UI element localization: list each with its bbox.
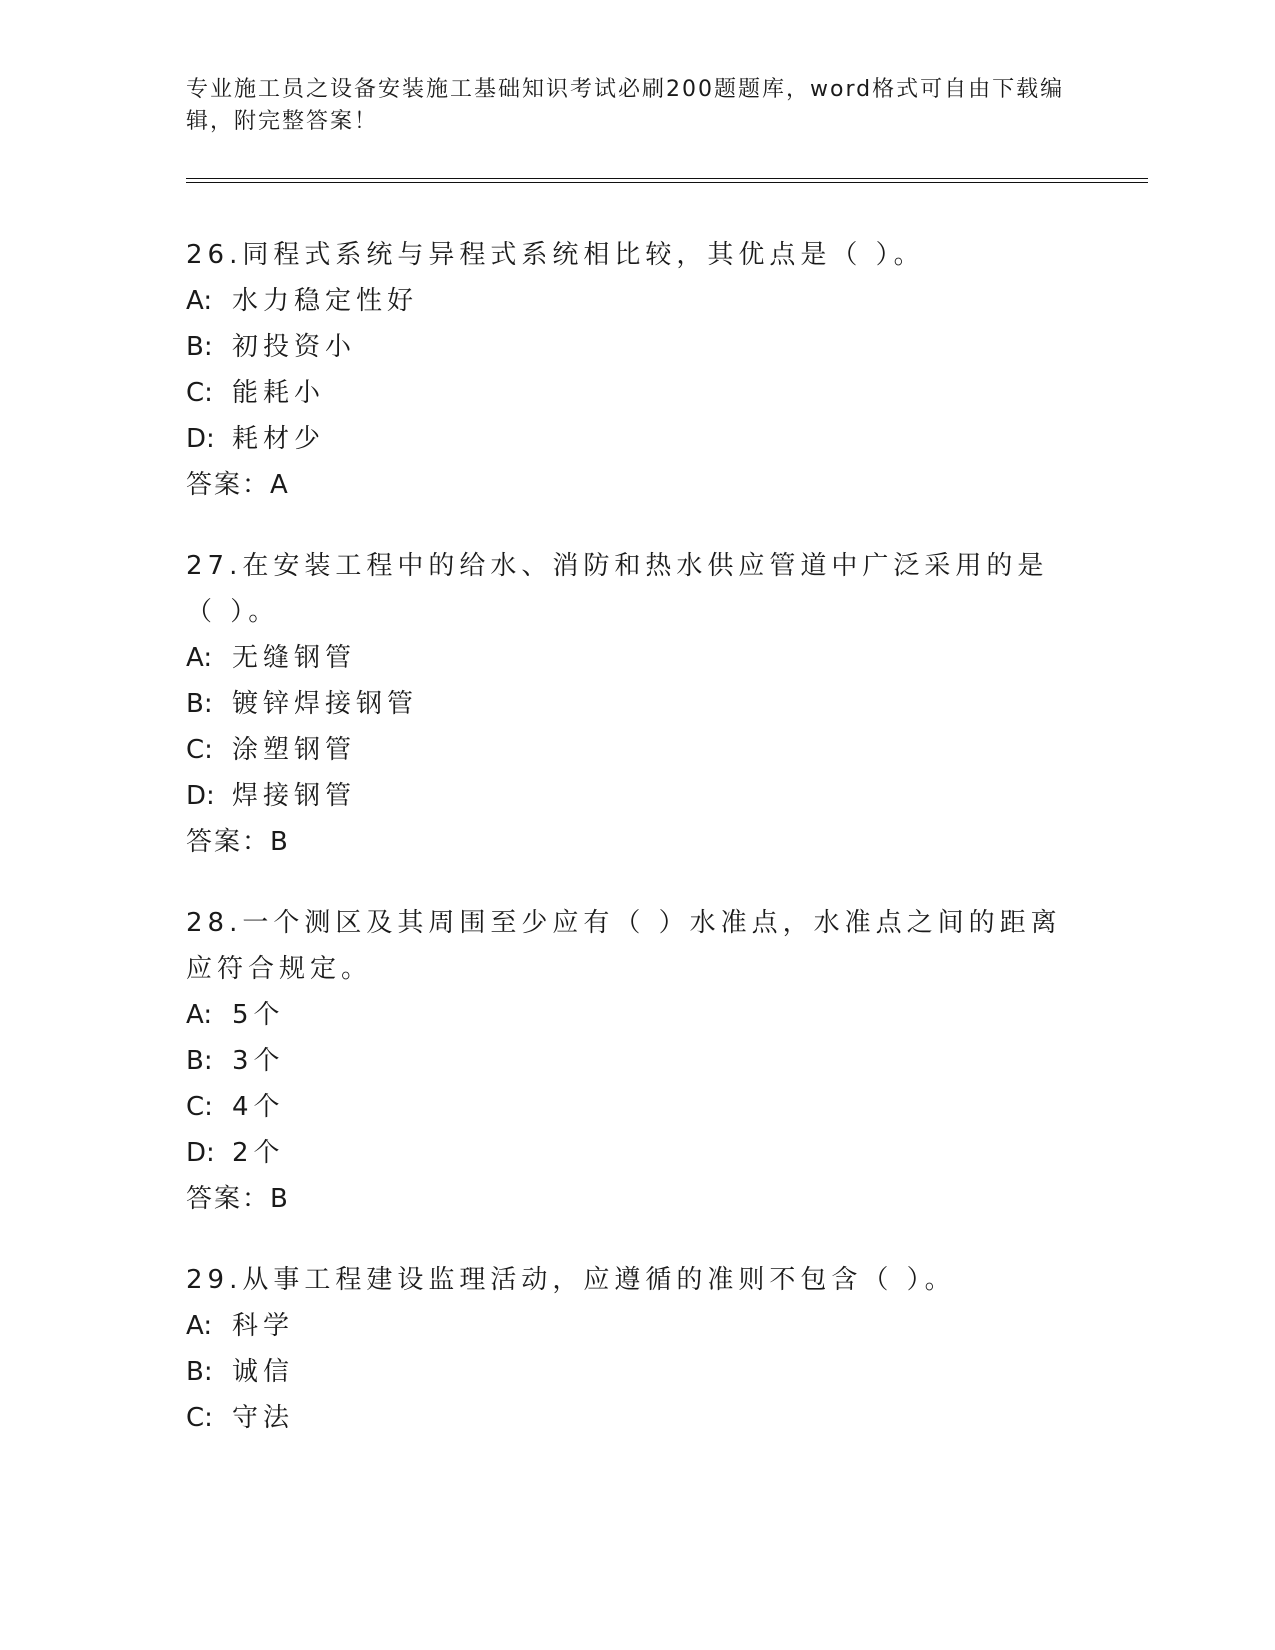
option-a [186, 635, 1066, 681]
option-d [186, 1130, 1066, 1176]
question-27 [186, 543, 1066, 865]
option-d [186, 773, 1066, 819]
option-letter: D: [186, 424, 215, 454]
option-letter: A: [186, 286, 213, 316]
option-letter: B: [186, 332, 213, 362]
option-letter: B: [186, 1357, 213, 1387]
header-divider-bottom [186, 182, 1148, 183]
option-letter: D: [186, 1138, 215, 1168]
option-text: 无缝钢管 [232, 643, 357, 673]
answer-line: 答案：B [186, 827, 290, 857]
option-text: 能耗小 [232, 378, 326, 408]
option-text: 水力稳定性好 [232, 286, 419, 316]
option-c [186, 370, 1066, 416]
question-stem: 29.从事工程建设监理活动，应遵循的准则不包含（ ）。 [186, 1265, 956, 1295]
question-stem: 27.在安装工程中的给水、消防和热水供应管道中广泛采用的是（ ）。 [186, 551, 1049, 627]
option-c [186, 1395, 1066, 1441]
question-28 [186, 900, 1066, 1222]
option-text: 科学 [232, 1311, 295, 1341]
question-stem: 28.一个测区及其周围至少应有（ ）水准点，水准点之间的距离应符合规定。 [186, 908, 1062, 984]
option-letter: C: [186, 378, 213, 408]
option-text: 守法 [232, 1403, 295, 1433]
document-header: 专业施工员之设备安装施工基础知识考试必刷200题题库，word格式可自由下载编辑，附完整答案！ [186, 77, 1065, 134]
option-b [186, 1038, 1066, 1084]
option-text: 3个 [232, 1046, 285, 1076]
option-text: 诚信 [232, 1357, 295, 1387]
option-letter: C: [186, 1403, 213, 1433]
option-a [186, 992, 1066, 1038]
option-letter: B: [186, 689, 213, 719]
option-letter: A: [186, 1311, 213, 1341]
option-text: 2个 [232, 1138, 285, 1168]
option-text: 焊接钢管 [232, 781, 357, 811]
question-list [186, 232, 1066, 1476]
question-stem: 26.同程式系统与异程式系统相比较，其优点是（ ）。 [186, 240, 925, 270]
question-26 [186, 232, 1066, 508]
option-text: 5个 [232, 1000, 285, 1030]
option-letter: C: [186, 1092, 213, 1122]
option-b [186, 1349, 1066, 1395]
option-d [186, 416, 1066, 462]
option-letter: A: [186, 643, 213, 673]
option-letter: D: [186, 781, 215, 811]
option-b [186, 324, 1066, 370]
option-letter: B: [186, 1046, 213, 1076]
option-text: 涂塑钢管 [232, 735, 357, 765]
option-c [186, 727, 1066, 773]
option-a [186, 278, 1066, 324]
option-text: 镀锌焊接钢管 [232, 689, 419, 719]
option-c [186, 1084, 1066, 1130]
question-29 [186, 1257, 1066, 1441]
option-a [186, 1303, 1066, 1349]
header-divider-top [186, 178, 1148, 179]
option-text: 耗材少 [232, 424, 326, 454]
option-text: 初投资小 [232, 332, 357, 362]
option-text: 4个 [232, 1092, 285, 1122]
answer-line: 答案：A [186, 470, 290, 500]
option-letter: A: [186, 1000, 213, 1030]
answer-line: 答案：B [186, 1184, 290, 1214]
option-letter: C: [186, 735, 213, 765]
option-b [186, 681, 1066, 727]
